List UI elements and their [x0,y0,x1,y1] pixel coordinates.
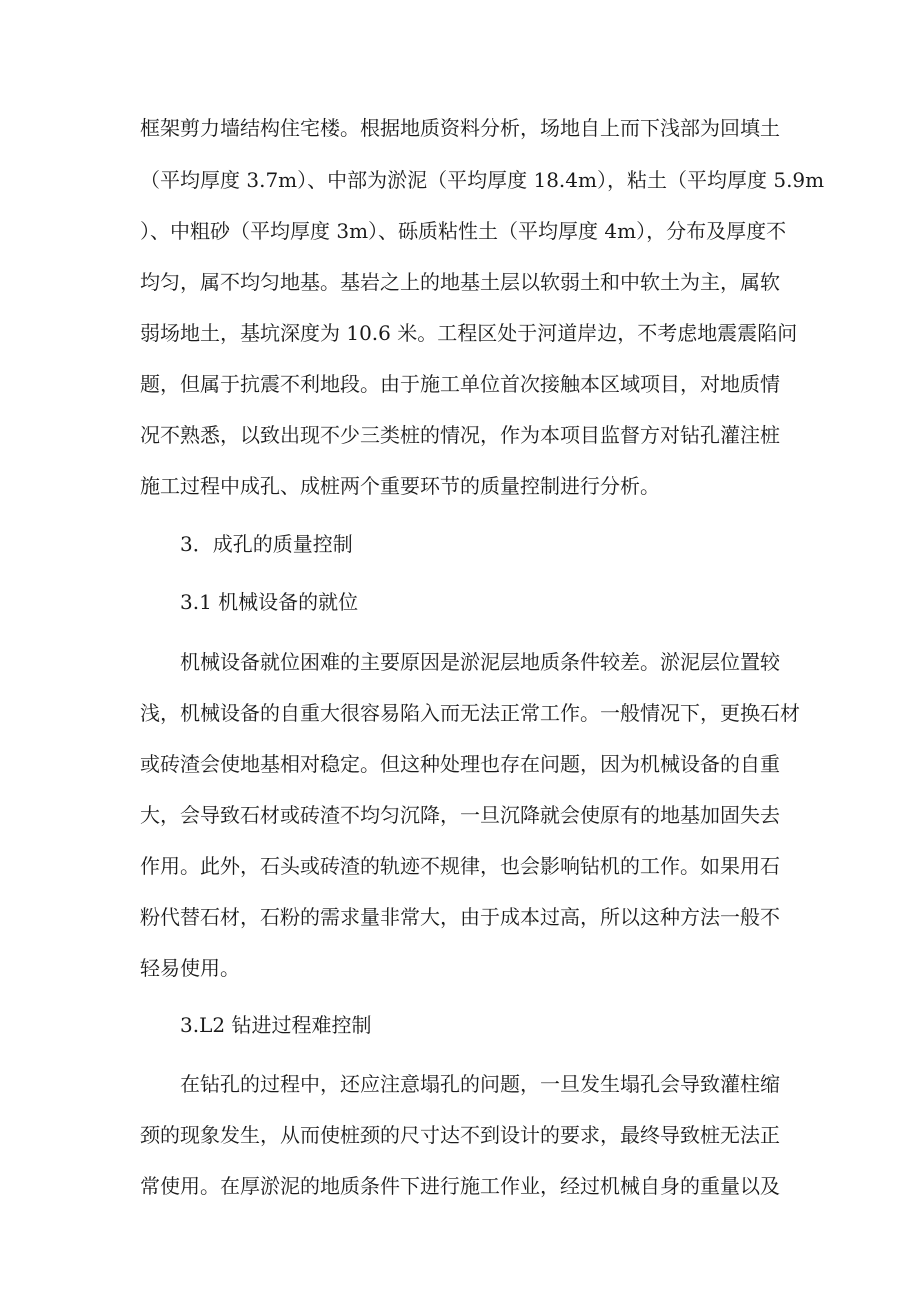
paragraph-line: 机械设备就位困难的主要原因是淤泥层地质条件较差。淤泥层位置较 [180,650,780,674]
paragraph-line: 浅，机械设备的自重大很容易陷入而无法正常工作。一般情况下，更换石材 [140,701,800,725]
paragraph-line: 轻易使用。 [140,956,240,980]
paragraph-line: 况不熟悉，以致出现不少三类桩的情况，作为本项目监督方对钻孔灌注桩 [140,423,780,447]
paragraph-line: 弱场地土，基坑深度为 10.6 米。工程区处于河道岸边，不考虑地震震陷问 [140,321,798,345]
section-heading: 3．成孔的质量控制 [180,532,353,556]
paragraph-line: 大，会导致石材或砖渣不均匀沉降，一旦沉降就会使原有的地基加固失去 [140,803,780,827]
paragraph-line: 施工过程中成孔、成桩两个重要环节的质量控制进行分析。 [140,474,660,498]
paragraph-line: 均匀，属不均匀地基。基岩之上的地基土层以软弱土和中软土为主，属软 [140,270,780,294]
subsection-heading: 3.L2 钻进过程难控制 [180,1013,372,1037]
paragraph-line: 粉代替石材，石粉的需求量非常大，由于成本过高，所以这种方法一般不 [140,905,780,929]
paragraph-line: 题，但属于抗震不利地段。由于施工单位首次接触本区域项目，对地质情 [140,372,780,396]
paragraph-line: 或砖渣会使地基相对稳定。但这种处理也存在问题，因为机械设备的自重 [140,752,780,776]
paragraph-line: ）、中粗砂（平均厚度 3m）、砾质粘性土（平均厚度 4m），分布及厚度不 [140,219,787,243]
paragraph-line: （平均厚度 3.7m）、中部为淤泥（平均厚度 18.4m），粘土（平均厚度 5.9m [140,168,825,192]
paragraph-line: 作用。此外，石头或砖渣的轨迹不规律，也会影响钻机的工作。如果用石 [140,854,780,878]
subsection-heading: 3.1 机械设备的就位 [180,590,359,614]
paragraph-line: 常使用。在厚淤泥的地质条件下进行施工作业，经过机械自身的重量以及 [140,1174,780,1198]
paragraph-line: 在钻孔的过程中，还应注意塌孔的问题，一旦发生塌孔会导致灌柱缩 [180,1072,780,1096]
paragraph-line: 框架剪力墙结构住宅楼。根据地质资料分析，场地自上而下浅部为回填土 [140,116,780,140]
paragraph-line: 颈的现象发生，从而使桩颈的尺寸达不到设计的要求，最终导致桩无法正 [140,1123,780,1147]
